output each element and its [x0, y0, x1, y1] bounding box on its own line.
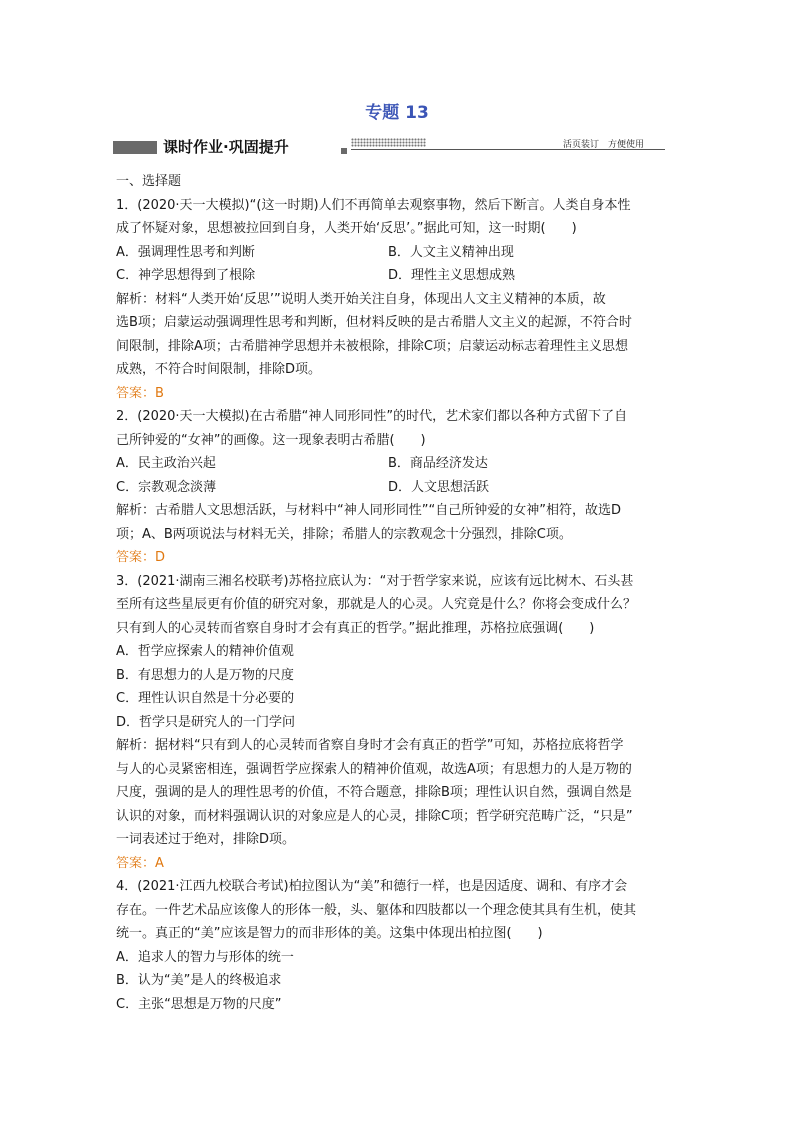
- question-stem-line: 只有到人的心灵转而省察自身时才会有真正的哲学。”据此推理，苏格拉底强调( ): [116, 620, 595, 636]
- question-1: [116, 194, 686, 406]
- analysis-line: 与人的心灵紧密相连，强调哲学应探索人的精神价值观，故选A项；有思想力的人是万物的: [116, 761, 632, 777]
- question-stem-line: 3．(2021·湖南三湘名校联考)苏格拉底认为：“对于哲学家来说，应该有远比树木、石头甚: [116, 573, 634, 589]
- analysis-line: 解析：材料“人类开始‘反思’”说明人类开始关注自身，体现出人文主义精神的本质，故: [116, 291, 606, 307]
- analysis-line: 一词表述过于绝对，排除D项。: [116, 832, 296, 847]
- analysis-line: 间限制，排除A项；古希腊神学思想并未被根除，排除C项；启蒙运动标志着理性主义思想: [116, 338, 628, 354]
- analysis-line: 解析：古希腊人文思想活跃，与材料中“神人同形同性”“自己所钟爱的女神”相符，故选D: [116, 503, 621, 518]
- analysis-line: 项；A、B两项说法与材料无关，排除；希腊人的宗教观念十分强烈，排除C项。: [116, 526, 572, 542]
- option-c: C．神学思想得到了根除: [116, 268, 256, 283]
- option-b: B．商品经济发达: [388, 456, 488, 471]
- option-b: B．认为“美”是人的终极追求: [116, 973, 282, 988]
- option-row: [116, 476, 686, 500]
- question-stem-line: 存在。一件艺术品应该像人的形体一般，头、躯体和四肢都以一个理念使其具有生机，使其: [116, 902, 637, 918]
- option-a: A．强调理性思考和判断: [116, 244, 255, 260]
- answer: 答案：A: [116, 855, 164, 871]
- option-c: C．理性认识自然是十分必要的: [116, 691, 295, 706]
- content: [116, 170, 686, 1016]
- section-banner: [113, 136, 665, 158]
- question-4: [116, 875, 686, 1016]
- banner-dots-decoration: [351, 138, 426, 147]
- option-a: A．民主政治兴起: [116, 456, 216, 471]
- option-a: A．哲学应探索人的精神价值观: [116, 644, 294, 659]
- option-row: [116, 264, 686, 288]
- question-stem-line: 统一。真正的“美”应该是智力的而非形体的美。这集中体现出柏拉图( ): [116, 926, 543, 941]
- option-d: D．哲学只是研究人的一门学问: [116, 714, 296, 730]
- option-c: C．宗教观念淡薄: [116, 479, 217, 495]
- banner-bar-decoration: [113, 141, 157, 154]
- question-3: [116, 570, 686, 876]
- analysis-line: 选B项；启蒙运动强调理性思考和判断，但材料反映的是古希腊人文主义的起源，不符合时: [116, 315, 632, 330]
- question-stem-line: 1．(2020·天一大模拟)“(这一时期)人们不再简单去观察事物，然后下断言。人类自身本性: [116, 197, 631, 213]
- option-b: B．有思想力的人是万物的尺度: [116, 667, 294, 683]
- banner-square-decoration: [341, 148, 347, 154]
- analysis-line: 认识的对象，而材料强调认识的对象应是人的心灵，排除C项；哲学研究范畴广泛，“只是”: [116, 808, 633, 824]
- answer: 答案：B: [116, 385, 164, 401]
- section-heading: 一、选择题: [116, 174, 182, 189]
- analysis-line: 成熟，不符合时间限制，排除D项。: [116, 362, 322, 377]
- question-stem-line: 4．(2021·江西九校联合考试)柏拉图认为“美”和德行一样，也是因适度、调和、有序才会: [116, 879, 628, 894]
- banner-tag: 活页装订 方便使用: [563, 140, 645, 150]
- question-stem-line: 至所有这些星辰更有价值的研究对象，那就是人的心灵。人究竟是什么？你将会变成什么？: [116, 597, 637, 612]
- analysis-line: 解析：据材料“只有到人的心灵转而省察自身时才会有真正的哲学”可知，苏格拉底将哲学: [116, 738, 624, 753]
- option-d: D．人文思想活跃: [388, 479, 490, 495]
- question-2: [116, 405, 686, 570]
- banner-label: 课时作业·巩固提升: [163, 138, 289, 156]
- answer: 答案：D: [116, 550, 166, 565]
- option-b: B．人文主义精神出现: [388, 244, 514, 260]
- option-row: [116, 241, 686, 265]
- question-stem-line: 己所钟爱的“女神”的画像。这一现象表明古希腊( ): [116, 432, 426, 448]
- question-stem-line: 2．(2020·天一大模拟)在古希腊“神人同形同性”的时代，艺术家们都以各种方式留下了自: [116, 409, 628, 424]
- analysis-line: 尺度，强调的是人的理性思考的价值，不符合题意，排除B项；理性认识自然，强调自然是: [116, 785, 632, 800]
- option-row: [116, 452, 686, 476]
- option-c: C．主张“思想是万物的尺度”: [116, 996, 282, 1012]
- question-stem-line: 成了怀疑对象，思想被拉回到自身，人类开始‘反思’。”据此可知，这一时期( ): [116, 221, 577, 236]
- option-a: A．追求人的智力与形体的统一: [116, 949, 294, 965]
- option-d: D．理性主义思想成熟: [388, 268, 516, 283]
- page-title: 专题 13: [365, 103, 429, 123]
